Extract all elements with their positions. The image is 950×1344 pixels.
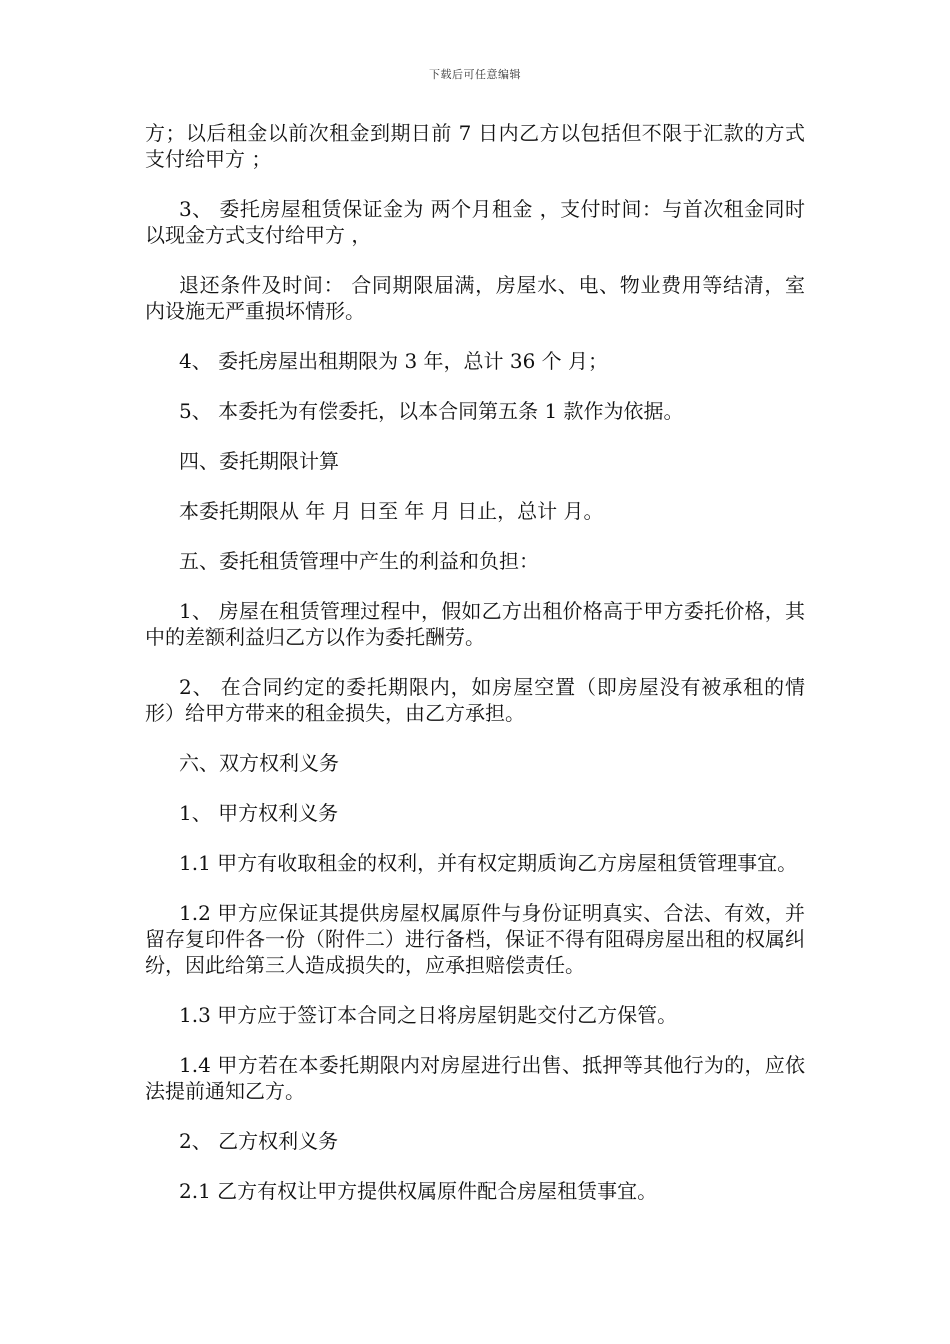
section-heading-6: 六、双方权利义务 — [179, 751, 339, 775]
paragraph-rent-payment: 方；以后租金以前次租金到期日前 7 日内乙方以包括但不限于汇款的方式支付给甲方 ； — [145, 121, 805, 171]
paragraph-deposit: 3、 委托房屋租赁保证金为 两个月租金 ，支付时间：与首次租金同时以现金方式支付给甲方 ， — [145, 197, 805, 247]
clause-1-3: 1.3 甲方应于签订本合同之日将房屋钥匙交付乙方保管。 — [179, 1003, 678, 1027]
paragraph-vacancy-loss: 2、 在合同约定的委托期限内，如房屋空置（即房屋没有被承租的情形）给甲方带来的租金损失，由乙方承担。 — [145, 675, 805, 725]
subheading-party-a-rights: 1、 甲方权利义务 — [179, 801, 339, 825]
clause-1-2: 1.2 甲方应保证其提供房屋权属原件与身份证明真实、合法、有效，并留存复印件各一份（附件二）进行备档，保证不得有阻碍房屋出租的权属纠纷，因此给第三人造成损失的，应承担赔偿责任。 — [145, 901, 805, 977]
section-heading-4: 四、委托期限计算 — [179, 449, 339, 473]
subheading-party-b-rights: 2、 乙方权利义务 — [179, 1129, 339, 1153]
clause-1-1: 1.1 甲方有收取租金的权利，并有权定期质询乙方房屋租赁管理事宜。 — [179, 851, 798, 875]
paragraph-rental-term: 4、 委托房屋出租期限为 3 年，总计 36 个 月； — [179, 349, 609, 373]
clause-1-4: 1.4 甲方若在本委托期限内对房屋进行出售、抵押等其他行为的，应依法提前通知乙方。 — [145, 1053, 805, 1103]
paragraph-term-dates: 本委托期限从 年 月 日至 年 月 日止，总计 月。 — [179, 499, 604, 523]
paragraph-price-difference: 1、 房屋在租赁管理过程中，假如乙方出租价格高于甲方委托价格，其中的差额利益归乙方以作为委托酬劳。 — [145, 599, 805, 649]
document-body — [145, 120, 805, 1228]
page-header: 下载后可任意编辑 — [429, 68, 521, 81]
paragraph-paid-commission: 5、 本委托为有偿委托，以本合同第五条 1 款作为依据。 — [179, 399, 684, 423]
clause-2-1: 2.1 乙方有权让甲方提供权属原件配合房屋租赁事宜。 — [179, 1179, 658, 1203]
paragraph-refund-conditions: 退还条件及时间： 合同期限届满，房屋水、电、物业费用等结清，室内设施无严重损坏情形。 — [145, 273, 805, 323]
section-heading-5: 五、委托租赁管理中产生的利益和负担： — [179, 549, 539, 573]
